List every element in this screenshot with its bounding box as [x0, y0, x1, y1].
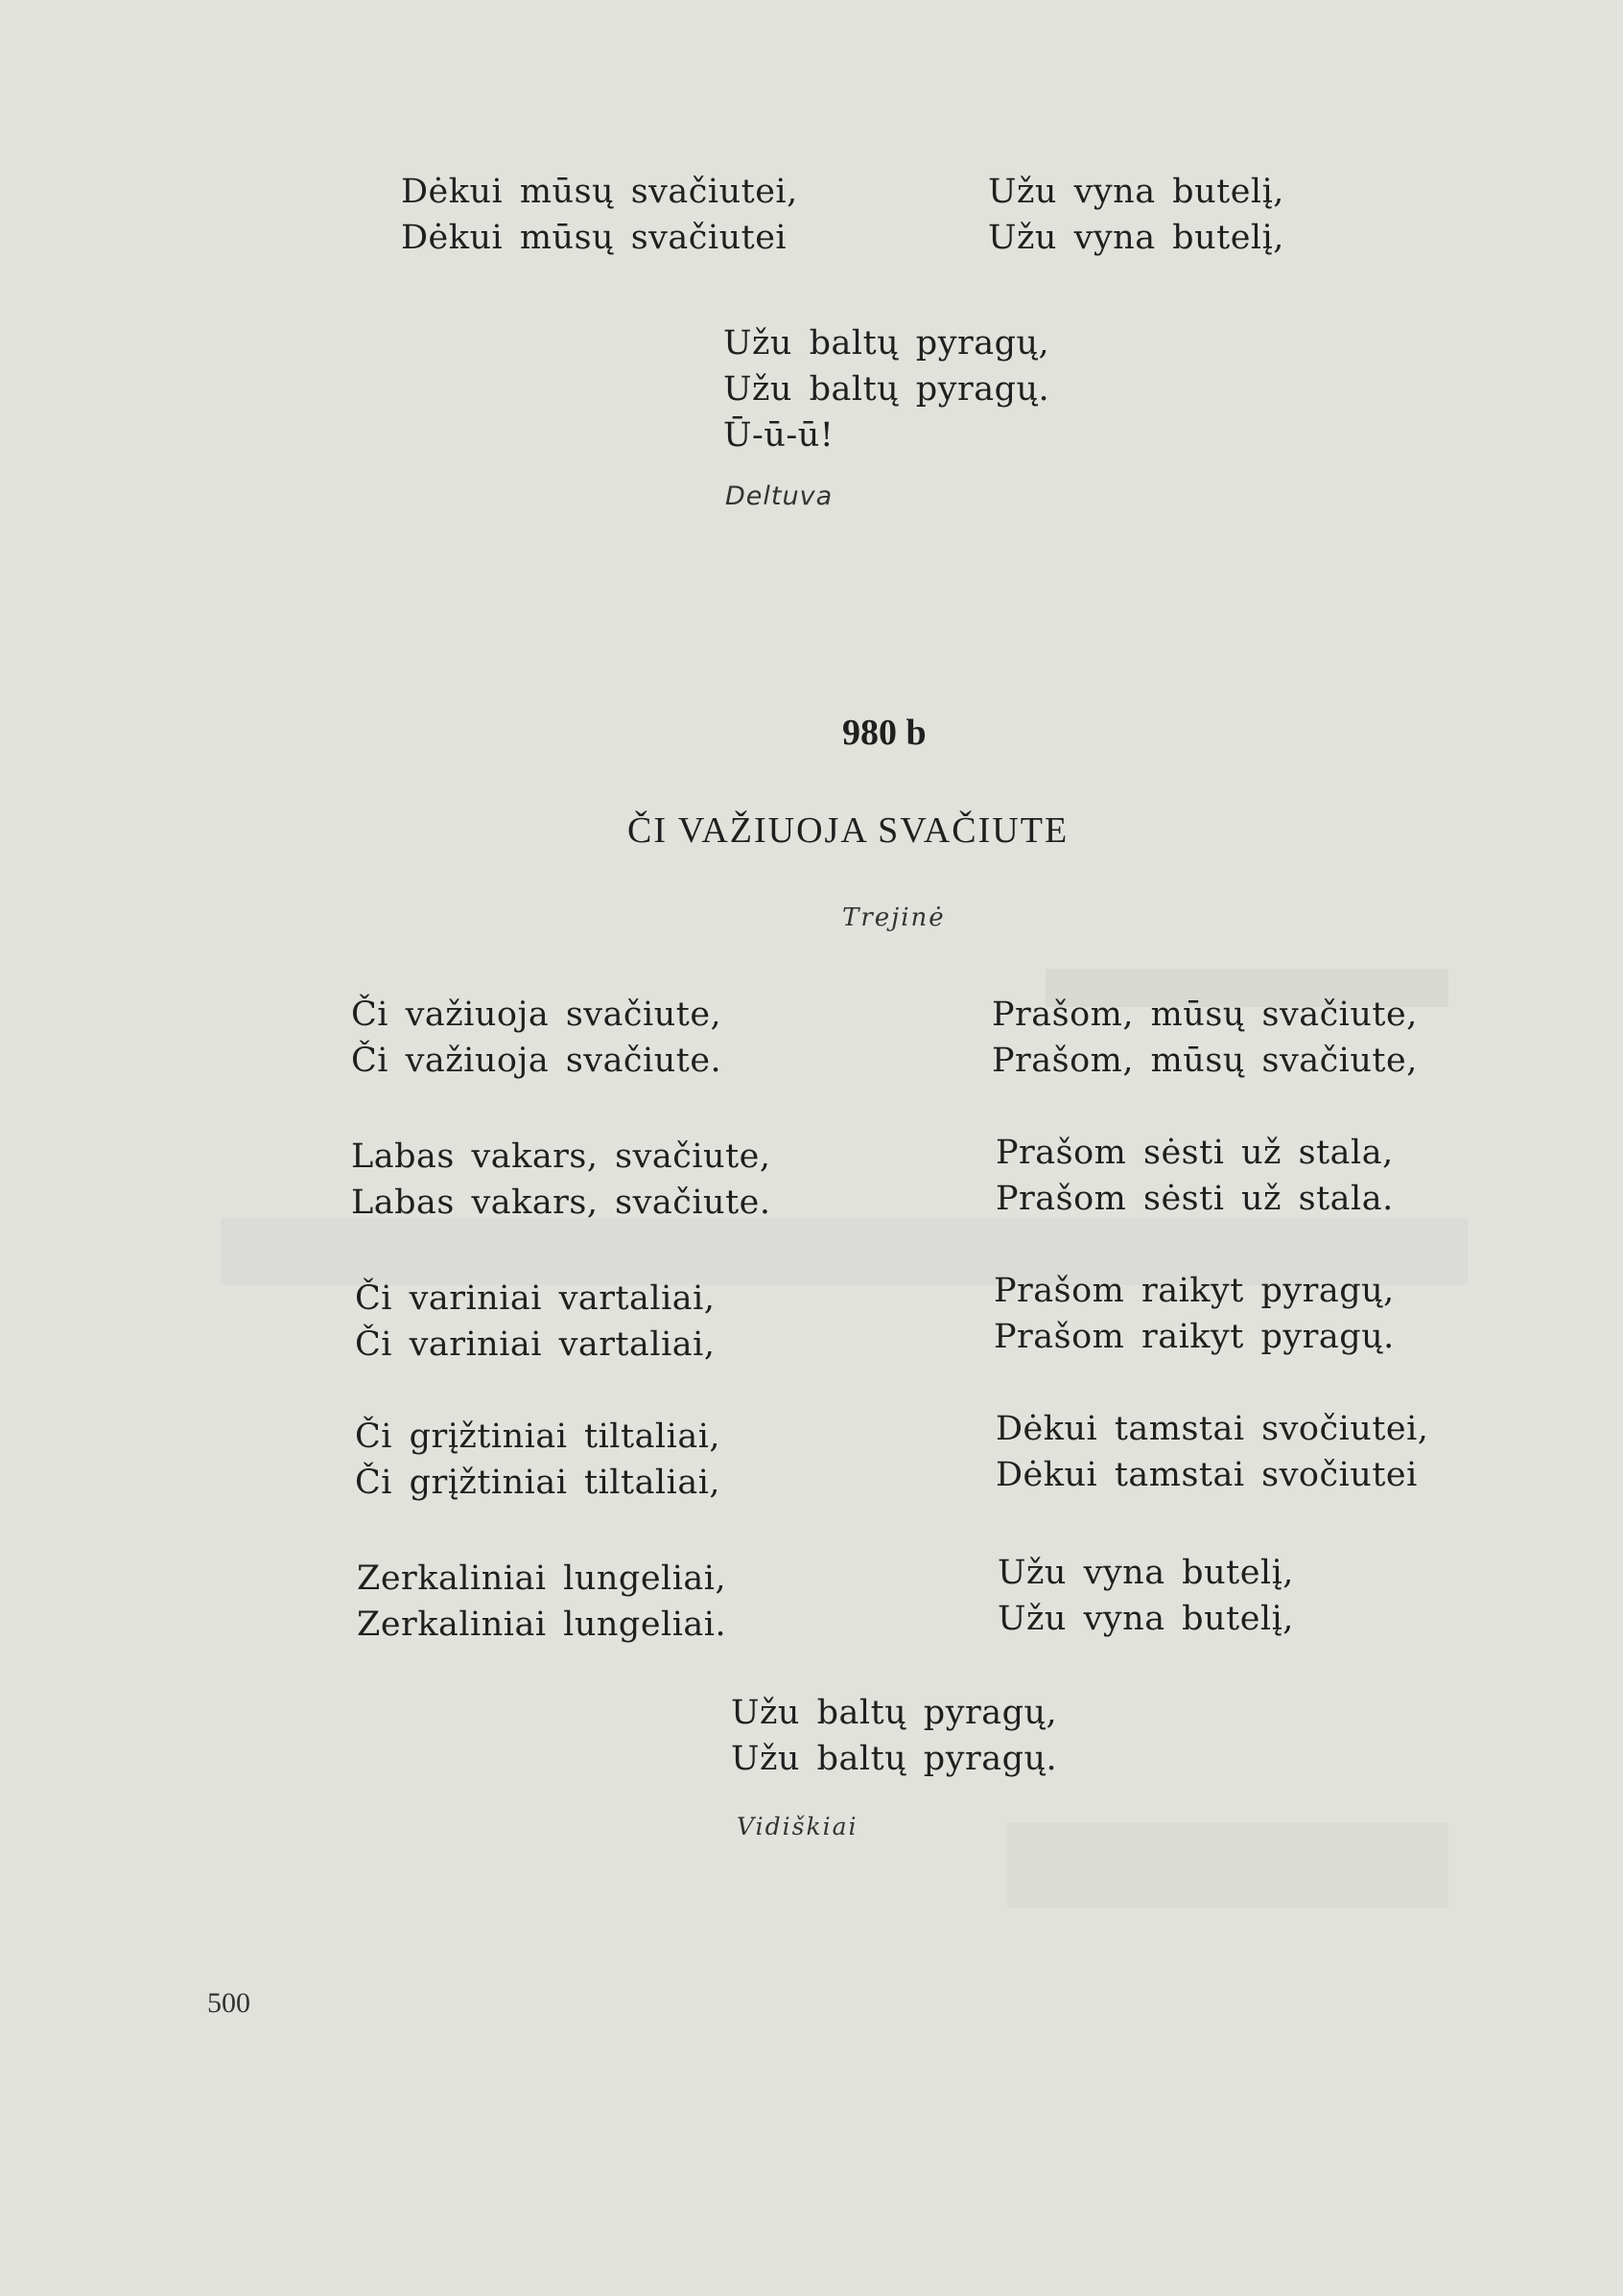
verse-line: Užu baltų pyragų.: [723, 370, 1050, 409]
top-left-column: [401, 169, 798, 261]
verse-line: Užu vyna butelį,: [998, 1554, 1294, 1592]
source-location: Deltuva: [725, 481, 834, 511]
page-number: 500: [207, 1987, 250, 2019]
verse-line: Či grįžtiniai tiltaliai,: [355, 1464, 721, 1502]
right-stanza-2: [996, 1130, 1394, 1222]
verse-line: Či variniai vartaliai,: [355, 1325, 716, 1364]
song-title: ČI VAŽIUOJA SVAČIUTE: [627, 810, 1070, 851]
left-stanza-4: [355, 1414, 720, 1506]
left-stanza-2: [351, 1134, 770, 1226]
left-stanza-1: [351, 992, 721, 1084]
right-stanza-5: [998, 1550, 1294, 1642]
source-location: Vidiškiai: [737, 1813, 859, 1840]
verse-line: Ū-ū-ū!: [723, 416, 835, 455]
verse-line: Užu baltų pyragų,: [731, 1694, 1058, 1732]
verse-line: Prašom, mūsų svačiute,: [992, 1042, 1418, 1080]
verse-line: Prašom raikyt pyragų,: [994, 1272, 1395, 1310]
right-stanza-3: [994, 1268, 1395, 1360]
verse-line: Či variniai vartaliai,: [355, 1279, 716, 1318]
verse-line: Či grįžtiniai tiltaliai,: [355, 1417, 721, 1456]
verse-line: Užu baltų pyragų,: [723, 324, 1050, 363]
bleed-through-shadow: [1007, 1822, 1448, 1909]
verse-line: Užu baltų pyragų.: [731, 1740, 1058, 1778]
verse-line: Zerkaliniai lungeliai.: [357, 1605, 727, 1644]
verse-line: Dėkui tamstai svočiutei: [996, 1456, 1418, 1494]
song-subtitle: Trejinė: [842, 903, 946, 932]
verse-line: Dėkui mūsų svačiutei: [401, 219, 788, 257]
verse-line: Zerkaliniai lungeliai,: [357, 1559, 727, 1598]
verse-line: Labas vakars, svačiute.: [351, 1183, 771, 1222]
verse-line: Či važiuoja svačiute,: [351, 996, 722, 1034]
song-number: 980 b: [842, 713, 927, 753]
verse-line: Prašom sėsti už stala.: [996, 1180, 1394, 1218]
top-right-column: [988, 169, 1284, 261]
right-stanza-1: [992, 992, 1418, 1084]
right-stanza-4: [996, 1406, 1428, 1498]
verse-line: Dėkui tamstai svočiutei,: [996, 1410, 1429, 1448]
closing-refrain: [731, 1690, 1057, 1782]
top-refrain: [723, 320, 1049, 458]
verse-line: Užu vyna butelį,: [988, 173, 1284, 211]
verse-line: Prašom sėsti už stala,: [996, 1134, 1394, 1172]
verse-line: Či važiuoja svačiute.: [351, 1042, 722, 1080]
verse-line: Prašom, mūsų svačiute,: [992, 996, 1418, 1034]
verse-line: Labas vakars, svačiute,: [351, 1137, 771, 1176]
left-stanza-5: [357, 1556, 726, 1648]
verse-line: Prašom raikyt pyragų.: [994, 1318, 1395, 1356]
verse-line: Dėkui mūsų svačiutei,: [401, 173, 798, 211]
verse-line: Užu vyna butelį,: [988, 219, 1284, 257]
left-stanza-3: [355, 1276, 715, 1368]
verse-line: Užu vyna butelį,: [998, 1600, 1294, 1638]
